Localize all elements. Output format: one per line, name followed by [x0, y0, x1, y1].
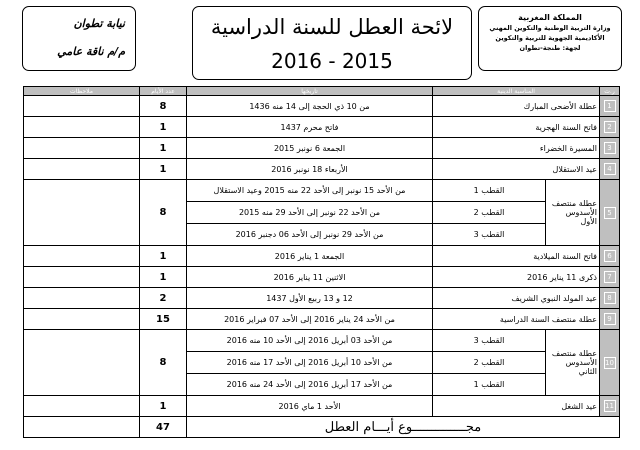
- ministry-label: وزارة التربية الوطنية والتكوين المهني: [489, 24, 611, 32]
- pole-cell: القطب 2: [433, 202, 546, 224]
- days-cell: 1: [140, 138, 187, 159]
- table-row: [24, 309, 620, 330]
- days-cell: 8: [140, 330, 187, 396]
- row-number: 8: [604, 292, 616, 304]
- date-cell: من الأحد 17 أبريل 2016 إلى الأحد 24 منه 2016: [187, 374, 433, 396]
- notes-cell: [24, 417, 140, 438]
- table-row: [24, 96, 620, 117]
- total-days: 47: [140, 417, 187, 438]
- table-row: [24, 138, 620, 159]
- occasion-cell: عطلة الأضحى المبارك: [433, 96, 600, 117]
- days-cell: 1: [140, 117, 187, 138]
- occasion-cell: عيد الشغل: [433, 396, 600, 417]
- notes-cell: [24, 330, 140, 396]
- table-row: [24, 246, 620, 267]
- occasion-cell: فاتح السنة الميلادية: [433, 246, 600, 267]
- row-number: 1: [604, 100, 616, 112]
- occasion-cell: فاتح السنة الهجرية: [433, 117, 600, 138]
- days-cell: 8: [140, 180, 187, 246]
- header-date: تاريخها: [187, 87, 433, 96]
- ministry-box: [478, 6, 622, 71]
- days-cell: 2: [140, 288, 187, 309]
- date-cell: الأحد 1 ماي 2016: [187, 396, 433, 417]
- date-cell: 12 و 13 ربيع الأول 1437: [187, 288, 433, 309]
- holidays-table: [23, 86, 620, 438]
- title-box: [192, 6, 472, 80]
- directorate-name: نيابة تطوان: [73, 17, 125, 30]
- date-cell: من الأحد 15 نونبر إلى الأحد 22 منه 2015 وعيد الاستقلال: [187, 180, 433, 202]
- kingdom-label: المملكة المغربية: [518, 13, 582, 22]
- row-number: 10: [605, 358, 614, 367]
- occasion-cell: عطلة منتصف الأسدوس الثاني: [546, 330, 600, 396]
- pole-cell: القطب 3: [433, 330, 546, 352]
- notes-cell: [24, 267, 140, 288]
- notes-cell: [24, 246, 140, 267]
- table-row: [24, 330, 620, 352]
- page-title: لائحة العطل للسنة الدراسية: [210, 15, 454, 39]
- date-cell: من الأحد 29 نونبر إلى الأحد 06 دجنبر 2016: [187, 224, 433, 246]
- row-number: 4: [604, 163, 616, 175]
- date-cell: من الأحد 10 أبريل 2016 إلى الأحد 17 منه 2016: [187, 352, 433, 374]
- region-label: لجهة: طنجة-تطوان: [519, 44, 581, 52]
- days-cell: 1: [140, 396, 187, 417]
- occasion-cell: عيد المولد النبوي الشريف: [433, 288, 600, 309]
- table-row: [24, 288, 620, 309]
- directorate-box: [22, 6, 136, 71]
- date-cell: الأربعاء 18 نونبر 2016: [187, 159, 433, 180]
- date-cell: من الأحد 22 نونبر إلى الأحد 29 منه 2015: [187, 202, 433, 224]
- days-cell: 15: [140, 309, 187, 330]
- notes-cell: [24, 180, 140, 246]
- date-cell: من الأحد 03 أبريل 2016 إلى الأحد 10 منه 2016: [187, 330, 433, 352]
- total-label: مجــــــــــــــوع أيـــام العطل: [187, 417, 620, 438]
- row-number: 5: [604, 207, 616, 219]
- notes-cell: [24, 96, 140, 117]
- total-row: [24, 417, 620, 438]
- table-row: [24, 117, 620, 138]
- date-cell: الاثنين 11 يناير 2016: [187, 267, 433, 288]
- date-cell: من الأحد 24 يناير 2016 إلى الأحد 07 فبراير 2016: [187, 309, 433, 330]
- school-name: م/م ناقة عامي: [57, 45, 125, 58]
- occasion-cell: عيد الاستقلال: [433, 159, 600, 180]
- occasion-cell: ذكرى 11 يناير 2016: [433, 267, 600, 288]
- notes-cell: [24, 309, 140, 330]
- row-number: 11: [605, 402, 614, 410]
- date-cell: من 10 ذي الحجة إلى 14 منه 1436: [187, 96, 433, 117]
- notes-cell: [24, 159, 140, 180]
- days-cell: 8: [140, 96, 187, 117]
- days-cell: 1: [140, 159, 187, 180]
- row-number: 7: [604, 271, 616, 283]
- pole-cell: القطب 1: [433, 374, 546, 396]
- row-number: 9: [604, 313, 616, 325]
- header-notes: ملاحظات: [24, 87, 140, 96]
- occasion-cell: عطلة منتصف الأسدوس الأول: [546, 180, 600, 246]
- pole-cell: القطب 3: [433, 224, 546, 246]
- notes-cell: [24, 138, 140, 159]
- occasion-cell: المسيرة الخضراء: [433, 138, 600, 159]
- pole-cell: القطب 2: [433, 352, 546, 374]
- occasion-cell: عطلة منتصف السنة الدراسية: [433, 309, 600, 330]
- date-cell: فاتح محرم 1437: [187, 117, 433, 138]
- date-cell: الجمعة 1 يناير 2016: [187, 246, 433, 267]
- table-row: [24, 159, 620, 180]
- header-num: ر.ت: [600, 87, 620, 96]
- table-row: [24, 396, 620, 417]
- notes-cell: [24, 117, 140, 138]
- days-cell: 1: [140, 267, 187, 288]
- table-row: [24, 180, 620, 202]
- pole-cell: القطب 1: [433, 180, 546, 202]
- days-cell: 1: [140, 246, 187, 267]
- notes-cell: [24, 396, 140, 417]
- header-days: عدد الأيام: [140, 87, 187, 96]
- table-row: [24, 267, 620, 288]
- row-number: 3: [604, 142, 616, 154]
- academy-label: الأكاديمية الجهوية للتربية والتكوين: [495, 34, 605, 42]
- row-number: 2: [604, 121, 616, 133]
- notes-cell: [24, 288, 140, 309]
- date-cell: الجمعة 6 نونبر 2015: [187, 138, 433, 159]
- school-year: 2016 - 2015: [271, 49, 393, 73]
- row-number: 6: [604, 250, 616, 262]
- header-occasion: المناسبة الدينية: [433, 87, 600, 96]
